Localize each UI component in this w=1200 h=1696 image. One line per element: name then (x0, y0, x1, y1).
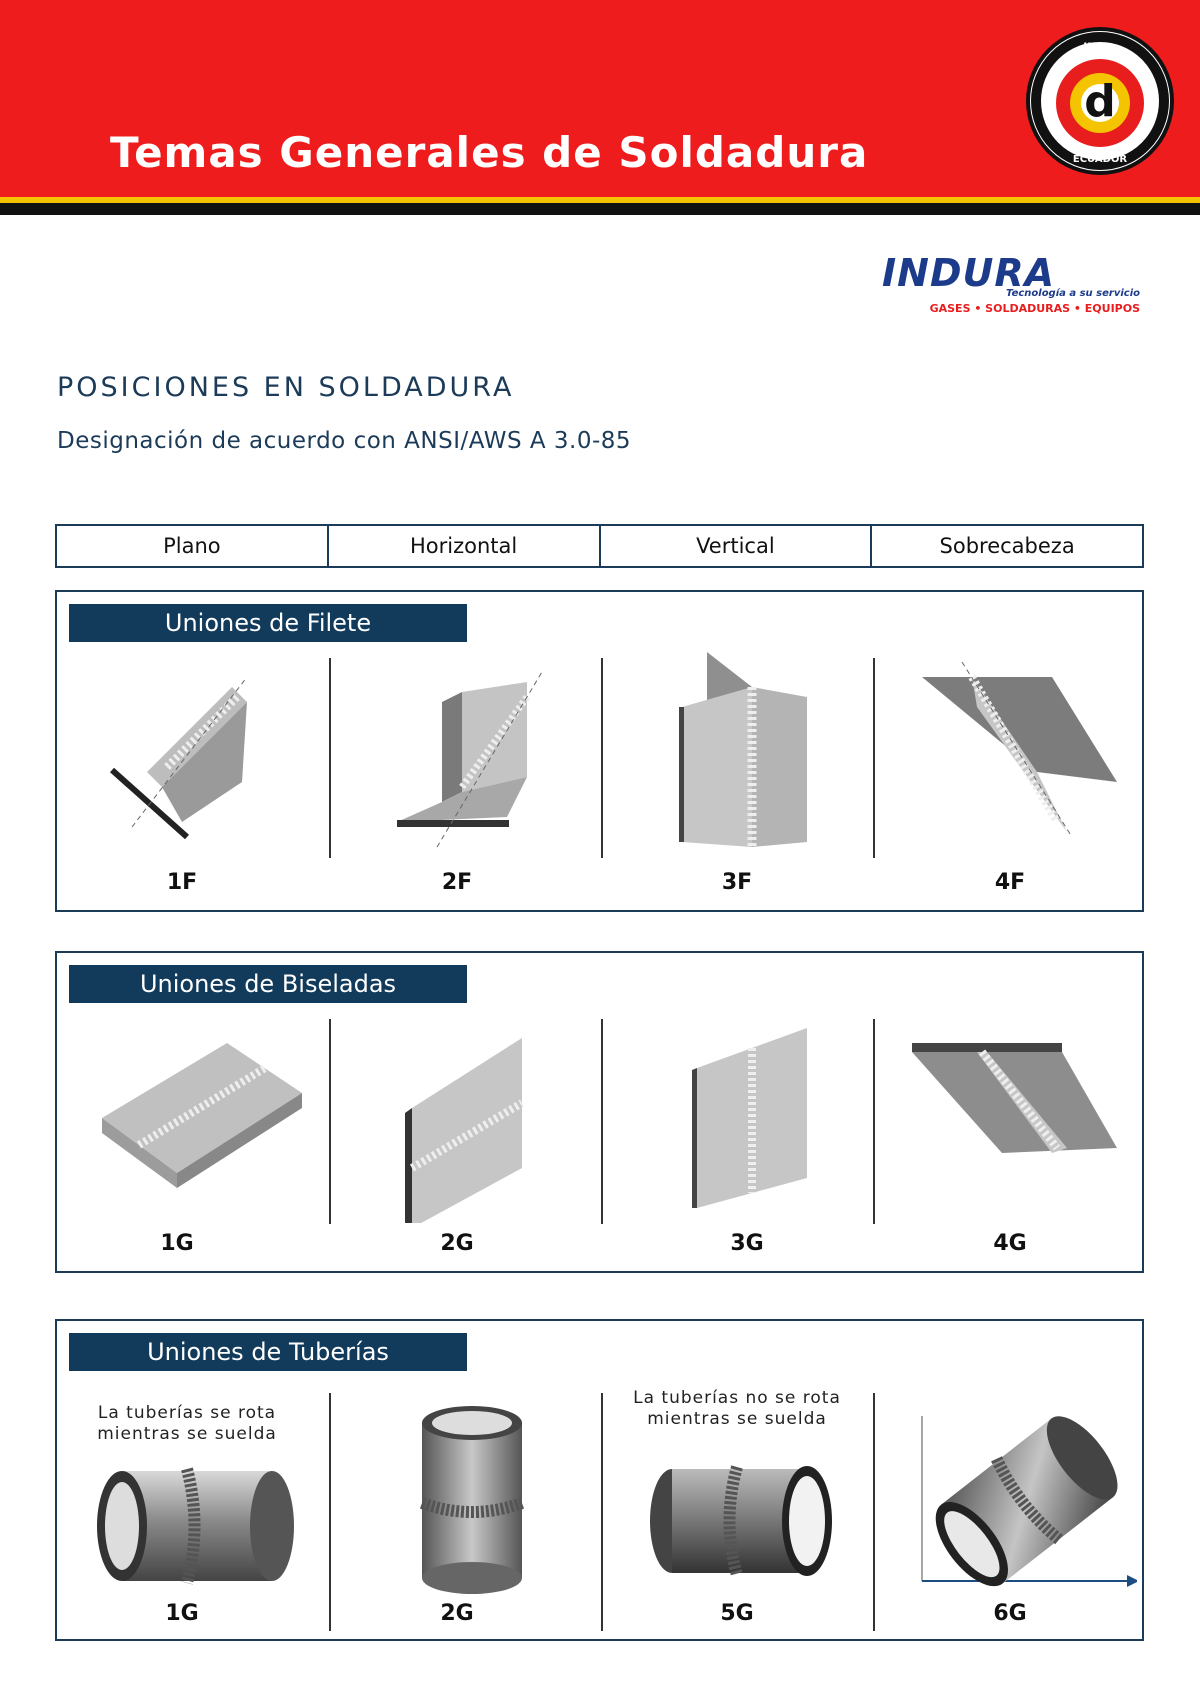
positions-header-table (55, 524, 1144, 568)
column-divider (601, 1019, 603, 1224)
pipe-6g-illustration (917, 1401, 1137, 1601)
page-title: Temas Generales de Soldadura (110, 128, 869, 177)
groove-joints-panel (55, 951, 1144, 1273)
column-divider (873, 1393, 875, 1631)
groove-label-3g: 3G (730, 1231, 764, 1256)
pipe-label-6g: 6G (993, 1601, 1027, 1626)
groove-panel-title: Uniones de Biseladas (69, 965, 467, 1003)
groove-label-1g: 1G (160, 1231, 194, 1256)
groove-4g-illustration (907, 1038, 1127, 1208)
groove-3g-illustration (687, 1008, 837, 1223)
pipe-rotated-note: La tuberías se rota mientras se suelda (97, 1403, 277, 1444)
column-divider (601, 658, 603, 858)
pipe-not-rotated-note: La tuberías no se rota mientras se suelda (633, 1388, 841, 1429)
indura-brand-name: INDURA (882, 251, 1056, 295)
fillet-joints-panel (55, 590, 1144, 912)
badge-top-text: dispro (1078, 41, 1122, 55)
pipe-label-1g: 1G (165, 1601, 199, 1626)
pipe-label-2g: 2G (440, 1601, 474, 1626)
pipe-5g-illustration (647, 1456, 847, 1586)
groove-1g-illustration (97, 1033, 317, 1203)
section-subheading: Designación de acuerdo con ANSI/AWS A 3.0-85 (57, 428, 632, 454)
fillet-label-1f: 1F (166, 870, 198, 895)
groove-label-4g: 4G (993, 1231, 1027, 1256)
column-divider (873, 658, 875, 858)
fillet-1f-illustration (107, 652, 307, 852)
indura-logo (880, 250, 1145, 320)
fillet-panel-title: Uniones de Filete (69, 604, 467, 642)
indura-tagline: Tecnología a su servicio (1006, 288, 1140, 299)
indura-products: GASES • SOLDADURAS • EQUIPOS (929, 302, 1140, 315)
fillet-4f-illustration (917, 652, 1127, 852)
position-horizontal: Horizontal (327, 526, 599, 566)
fillet-label-2f: 2F (441, 870, 473, 895)
pipe-joints-panel (55, 1319, 1144, 1641)
groove-label-2g: 2G (440, 1231, 474, 1256)
position-sobrecabeza: Sobrecabeza (870, 526, 1142, 566)
column-divider (329, 1019, 331, 1224)
dispro-badge-logo (1025, 26, 1175, 176)
pipe-1g-illustration (92, 1461, 302, 1591)
pipe-label-5g: 5G (720, 1601, 754, 1626)
pipe-panel-title: Uniones de Tuberías (69, 1333, 467, 1371)
column-divider (601, 1393, 603, 1631)
header-black-stripe (0, 203, 1200, 215)
fillet-label-4f: 4F (994, 870, 1026, 895)
fillet-2f-illustration (377, 652, 577, 852)
column-divider (329, 658, 331, 858)
section-heading: POSICIONES EN SOLDADURA (57, 372, 515, 403)
column-divider (329, 1393, 331, 1631)
badge-bottom-text: ECUADOR (1072, 154, 1128, 165)
fillet-label-3f: 3F (721, 870, 753, 895)
groove-2g-illustration (402, 1013, 582, 1223)
fillet-3f-illustration (657, 647, 857, 857)
svg-text:d: d (1084, 76, 1116, 127)
position-plano: Plano (163, 534, 221, 558)
pipe-2g-illustration (397, 1401, 547, 1596)
position-vertical: Vertical (599, 526, 871, 566)
column-divider (873, 1019, 875, 1224)
